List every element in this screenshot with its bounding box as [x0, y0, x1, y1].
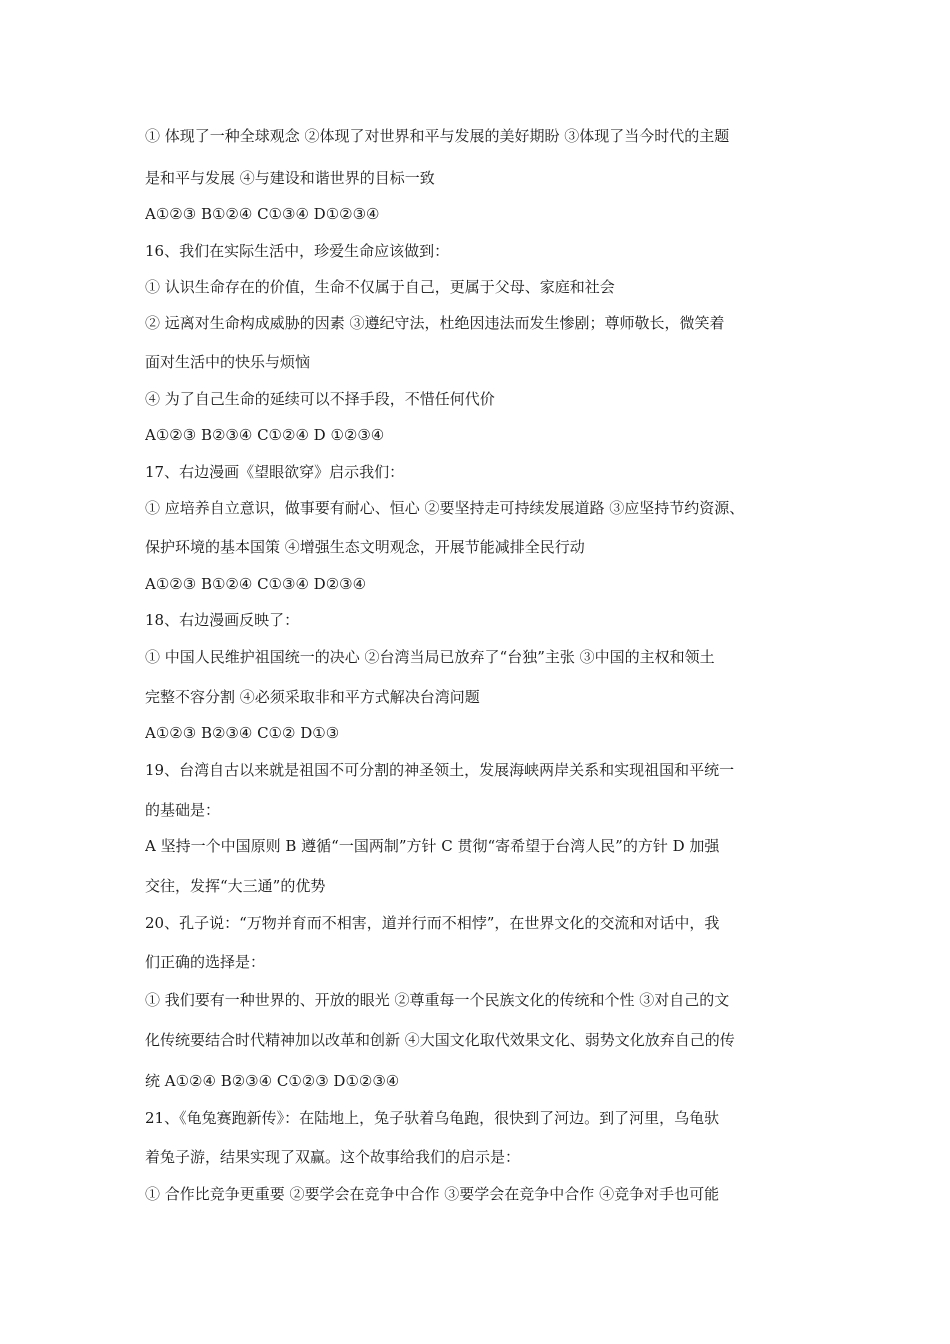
question-20: 20、孔子说：“万物并育而不相害，道并行而不相悖”，在世界文化的交流和对话中，我 [145, 914, 720, 932]
text-line: ① 应培养自立意识，做事要有耐心、恒心 ②要坚持走可持续发展道路 ③应坚持节约资源、 [145, 499, 745, 517]
text-line: ① 中国人民维护祖国统一的决心 ②台湾当局已放弃了“台独”主张 ③中国的主权和领土 [145, 648, 715, 666]
text-line: 完整不容分割 ④必须采取非和平方式解决台湾问题 [145, 688, 480, 706]
text-line: ① 合作比竞争更重要 ②要学会在竞争中合作 ③要学会在竞争中合作 ④竞争对手也可能 [145, 1185, 720, 1203]
text-line: 是和平与发展 ④与建设和谐世界的目标一致 [145, 169, 435, 187]
text-line: ② 远离对生命构成威胁的因素 ③遵纪守法，杜绝因违法而发生惨剧；尊师敬长，微笑着 [145, 314, 725, 332]
text-line: 交往，发挥“大三通”的优势 [145, 877, 326, 895]
question-17: 17、右边漫画《望眼欲穿》启示我们： [145, 463, 405, 481]
answer-options: A①②③ B①②④ C①③④ D①②③④ [145, 205, 380, 223]
answer-options: A①②③ B②③④ C①② D①③ [145, 724, 340, 742]
text-line: 的基础是： [145, 801, 221, 819]
text-line: ① 体现了一种全球观念 ②体现了对世界和平与发展的美好期盼 ③体现了当今时代的主题 [145, 127, 730, 145]
answer-options: A 坚持一个中国原则 B 遵循“一国两制”方针 C 贯彻“寄希望于台湾人民”的方针 D 加强 [145, 837, 720, 855]
text-line: 面对生活中的快乐与烦恼 [145, 353, 311, 371]
text-line: 们正确的选择是： [145, 953, 266, 971]
text-line: ① 认识生命存在的价值，生命不仅属于自己，更属于父母、家庭和社会 [145, 278, 615, 296]
text-line: 化传统要结合时代精神加以改革和创新 ④大国文化取代效果文化、弱势文化放弃自己的传 [145, 1031, 735, 1049]
text-line: 保护环境的基本国策 ④增强生态文明观念，开展节能减排全民行动 [145, 538, 585, 556]
question-18: 18、右边漫画反映了： [145, 611, 300, 629]
answer-options: A①②③ B②③④ C①②④ D ①②③④ [145, 426, 385, 444]
answer-options: A①②③ B①②④ C①③④ D②③④ [145, 575, 367, 593]
text-line: 着兔子游，结果实现了双赢。这个故事给我们的启示是： [145, 1148, 521, 1166]
answer-options: 统 A①②④ B②③④ C①②③ D①②③④ [145, 1072, 400, 1090]
text-line: ④ 为了自己生命的延续可以不择手段，不惜任何代价 [145, 390, 495, 408]
question-21: 21、《龟兔赛跑新传》：在陆地上，兔子驮着乌龟跑，很快到了河边。到了河里，乌龟驮 [145, 1109, 720, 1127]
text-line: ① 我们要有一种世界的、开放的眼光 ②尊重每一个民族文化的传统和个性 ③对自己的文 [145, 991, 730, 1009]
question-19: 19、台湾自古以来就是祖国不可分割的神圣领土，发展海峡两岸关系和实现祖国和平统一 [145, 761, 735, 779]
question-16: 16、我们在实际生活中，珍爱生命应该做到： [145, 242, 450, 260]
